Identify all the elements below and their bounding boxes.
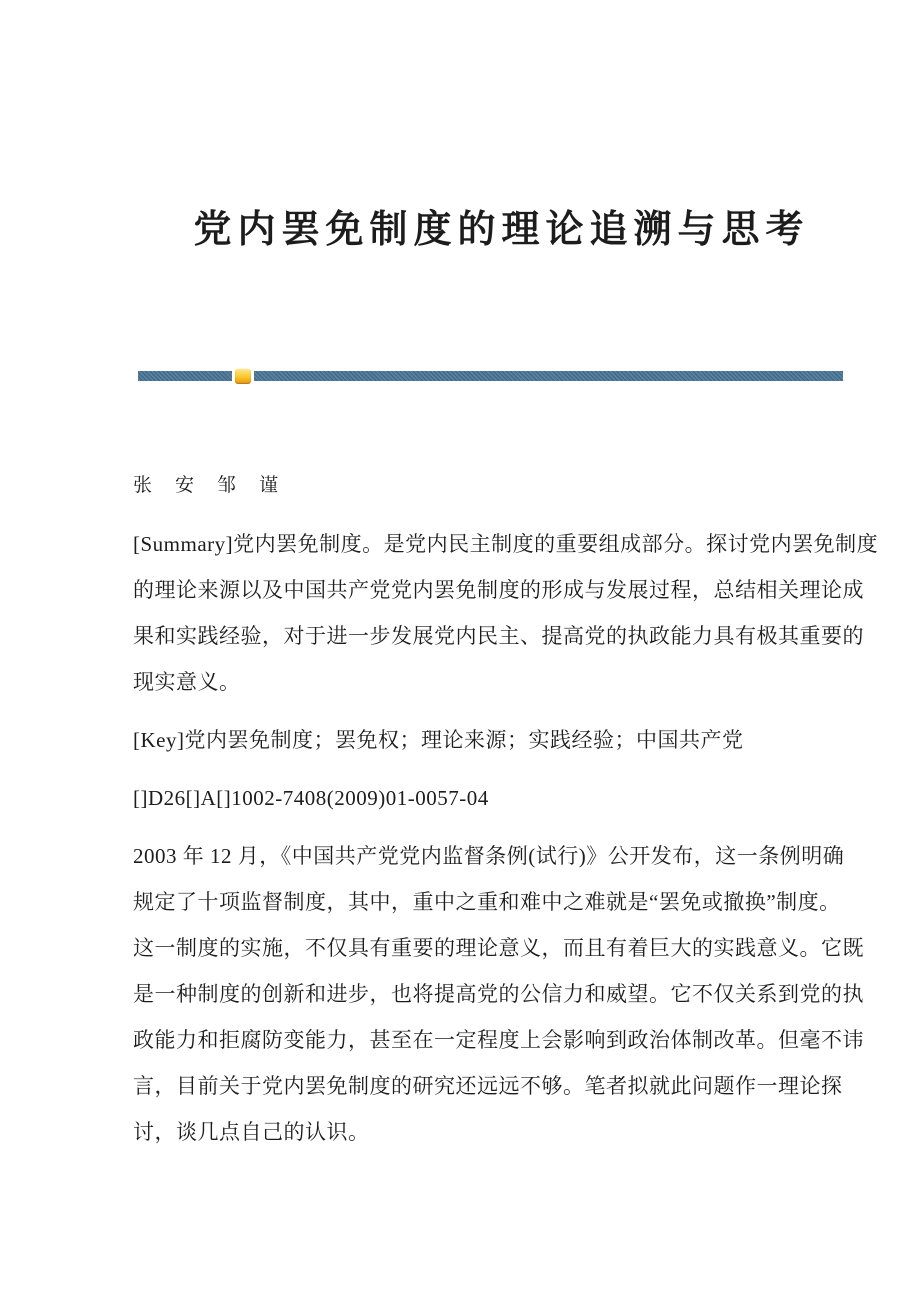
article-title: 党内罢免制度的理论追溯与思考 [193,209,810,251]
article-code-paragraph [133,775,893,821]
summary-line: 现实意义。 [133,670,241,694]
summary-line: [Summary]党内罢免制度。是党内民主制度的重要组成部分。探讨党内罢免制度 [133,532,879,556]
intro-line: 2003 年 12 月，《中国共产党党内监督条例(试行)》公开发布，这一条例明确 [133,844,845,868]
intro-line: 规定了十项监督制度，其中，重中之重和难中之难就是“罢免或撤换”制度。 [133,890,841,914]
intro-line: 是一种制度的创新和进步，也将提高党的公信力和威望。它不仅关系到党的执 [133,982,864,1006]
gold-badge-icon-shape [235,368,251,384]
keywords-paragraph [133,717,893,763]
intro-line: 讨，谈几点自己的认识。 [133,1120,370,1144]
intro-line: 政能力和拒腐防变能力，甚至在一定程度上会影响到政治体制改革。但毫不讳 [133,1028,864,1052]
article-body [133,463,893,1155]
summary-line: 的理论来源以及中国共产党党内罢免制度的形成与发展过程，总结相关理论成 [133,578,864,602]
intro-line: 言，目前关于党内罢免制度的研究还远远不够。笔者拟就此问题作一理论探 [133,1074,843,1098]
keywords-line: [Key]党内罢免制度；罢免权；理论来源；实践经验；中国共产党 [133,728,744,752]
article-code-line: []D26[]A[]1002-7408(2009)01-0057-04 [133,786,489,810]
gold-badge-icon [232,368,254,384]
title-separator [138,371,843,381]
intro-line: 这一制度的实施，不仅具有重要的理论意义，而且有着巨大的实践意义。它既 [133,936,864,960]
authors-line: 张 安 邹 谨 [133,475,281,496]
summary-line: 果和实践经验，对于进一步发展党内民主、提高党的执政能力具有极其重要的 [133,624,864,648]
intro-paragraph [133,833,893,1155]
summary-paragraph [133,521,893,705]
